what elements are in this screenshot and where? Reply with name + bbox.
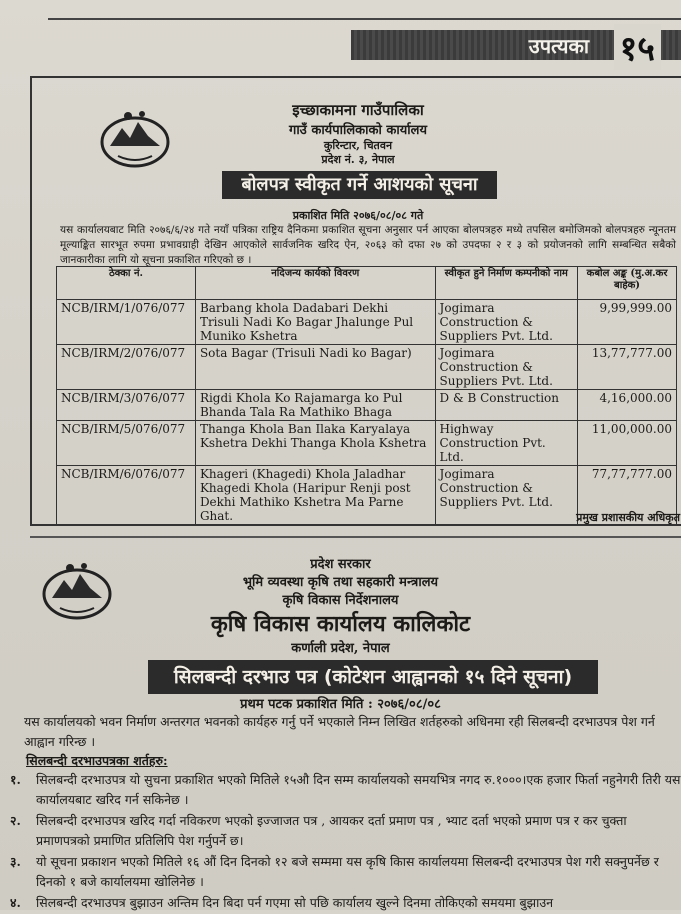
bid-amount: 13,77,777.00 [578, 345, 677, 390]
term-text: सिलबन्दी दरभाउपत्र बुझाउन अन्तिम दिन बिदा पर्न गएमा सो पछि कार्यालय खुल्ने दिनमा तोकिएको समयमा बुझाउन [36, 895, 554, 910]
company-name: Highway Construction Pvt. Ltd. [435, 421, 578, 466]
list-item [10, 770, 681, 810]
table-header-desc: नदिजन्य कार्यको विवरण [195, 267, 435, 300]
table-row [57, 300, 677, 345]
published-date: प्रथम पटक प्रकाशित मिति : २०७६/०८/०८ [240, 697, 441, 712]
quotation-notice [0, 542, 681, 910]
list-item [10, 852, 681, 892]
term-text: सिलबन्दी दरभाउपत्र यो सुचना प्रकाशित भएको मितिले १५औ दिन सम्म कार्यालयको समयभित्र नगद रु.१०००।एक हजार फिर्ता नहुनेगरी तिरी यस कार्यालयबाट खरिद गर्न सकिनेछ । [36, 772, 681, 807]
notice-title: बोलपत्र स्वीकृत गर्ने आशयको सूचना [222, 171, 497, 199]
notice-divider [30, 536, 681, 538]
terms-list [10, 770, 681, 914]
table-row [57, 421, 677, 466]
province-line: कर्णाली प्रदेश, नेपाल [291, 641, 390, 656]
province-line: प्रदेश नं. ३, नेपाल [321, 153, 395, 166]
notice-body: यस कार्यालयबाट मिति २०७६/६/२४ गते नयाँ पत्रिका राष्ट्रिय दैनिकमा प्रकाशित सूचना अनुसार पर्न आएका बोलपत्रहरु मध्ये तपसिल बमोजिमको बोलपत्रहरु न्यूनतम मूल्याङ्कित सारभूत रुपमा प्रभावग्राही देखिन आएकोले सार्वजनिक खरिद ऐन, २०६३ को दफा २७ को उपदफा २ र ३ को प्रयोजनको लागि सम्बन्धित सबैको जानकारीका लागि यो सूचना प्रकाशित गरिएको छ । [60, 224, 676, 266]
term-text: सिलबन्दी दरभाउपत्र खरिद गर्दा नविकरण भएको इज्जाजत पत्र , आयकर दर्ता प्रमाण पत्र , भ्याट दर्ता भएको प्रमाण पत्र र कर चुक्ता प्रमाणपत्रको प्रमाणित प्रतिलिपि पेश गर्नुपर्ने छ। [36, 813, 627, 848]
ministry-line: भूमि व्यवस्था कृषि तथा सहकारी मन्त्रालय [242, 575, 439, 590]
section-tag: उपत्यका [528, 34, 589, 58]
office-name: कृषि विकास कार्यालय कालिकोट [210, 611, 471, 637]
table-header-amount: कबोल अङ्क (मु.अ.कर बाहेक) [578, 267, 677, 300]
office-address: कुरिन्टार, चितवन [323, 139, 393, 152]
page-number: १५ [614, 24, 661, 70]
contract-number: NCB/IRM/1/076/077 [57, 300, 196, 345]
tender-acceptance-notice [30, 76, 681, 526]
company-name: Jogimara Construction & Suppliers Pvt. Ltd. [435, 300, 578, 345]
contract-number: NCB/IRM/6/076/077 [57, 466, 196, 525]
work-description: Khageri (Khagedi) Khola Jaladhar Khagedi Khola (Haripur Renji post Dekhi Mathiko Kshetra Ma Parne Ghat. [195, 466, 435, 525]
table-row [57, 345, 677, 390]
page-header [48, 18, 681, 72]
company-name: Jogimara Construction & Suppliers Pvt. Ltd. [435, 466, 578, 525]
bid-amount: 9,99,999.00 [578, 300, 677, 345]
directorate-line: कृषि विकास निर्देशनालय [282, 593, 399, 608]
term-number: २. [10, 813, 21, 828]
table-row [57, 390, 677, 421]
table-header-ref: ठेक्का नं. [57, 267, 196, 300]
list-item [10, 893, 681, 913]
term-number: ४. [10, 895, 21, 910]
bid-amount: 11,00,000.00 [578, 421, 677, 466]
list-item [10, 811, 681, 851]
work-description: Rigdi Khola Ko Rajamarga ko Pul Bhanda Tala Ra Mathiko Bhaga [195, 390, 435, 421]
contract-number: NCB/IRM/3/076/077 [57, 390, 196, 421]
government-line: प्रदेश सरकार [310, 557, 371, 572]
notice-title: सिलबन्दी दरभाउ पत्र (कोटेशन आह्वानको १५ दिने सूचना) [148, 660, 598, 694]
signature-line: प्रमुख प्रशासकीय अधिकृत [576, 511, 680, 524]
contract-number: NCB/IRM/2/076/077 [57, 345, 196, 390]
office-name: गाउँ कार्यपालिकाको कार्यालय [289, 123, 427, 138]
organization-name: इच्छाकामना गाउँपालिका [292, 101, 424, 119]
work-description: Sota Bagar (Trisuli Nadi ko Bagar) [195, 345, 435, 390]
company-name: D & B Construction [435, 390, 578, 421]
term-text: यो सूचना प्रकाशन भएको मितिले १६ औं दिन दिनको १२ बजे सम्ममा यस कृषि किास कार्यालयमा सिलबन्दी दरभाउपत्र पेश गरी सक्नुपर्नेछ र दिनको १ बजे कार्यालयमा खोलिनेछ । [36, 854, 659, 889]
company-name: Jogimara Construction & Suppliers Pvt. Ltd. [435, 345, 578, 390]
contract-number: NCB/IRM/5/076/077 [57, 421, 196, 466]
term-number: १. [10, 772, 21, 787]
table-header-firm: स्वीकृत हुने निर्माण कम्पनीको नाम [435, 267, 578, 300]
tender-table [56, 266, 677, 525]
terms-heading: सिलबन्दी दरभाउपत्रका शर्तहरु: [26, 753, 168, 768]
bid-amount: 4,16,000.00 [578, 390, 677, 421]
term-number: ३. [10, 854, 21, 869]
work-description: Thanga Khola Ban Ilaka Karyalaya Kshetra Dekhi Thanga Khola Kshetra [195, 421, 435, 466]
notice-body: यस कार्यालयको भवन निर्माण अन्तरगत भवनको कार्यहरु गर्नु पर्ने भएकाले निम्न लिखित शर्तहरुको अधिनमा रही सिलबन्दी दरभाउपत्र पेश गर्न आह्वान गरिन्छ । [24, 714, 655, 749]
bid-amount: 77,77,777.00 [578, 466, 677, 525]
published-date: प्रकाशित मिति २०७६/०८/०८ गते [292, 209, 424, 222]
work-description: Barbang khola Dadabari Dekhi Trisuli Nadi Ko Bagar Jhalunge Pul Muniko Kshetra [195, 300, 435, 345]
